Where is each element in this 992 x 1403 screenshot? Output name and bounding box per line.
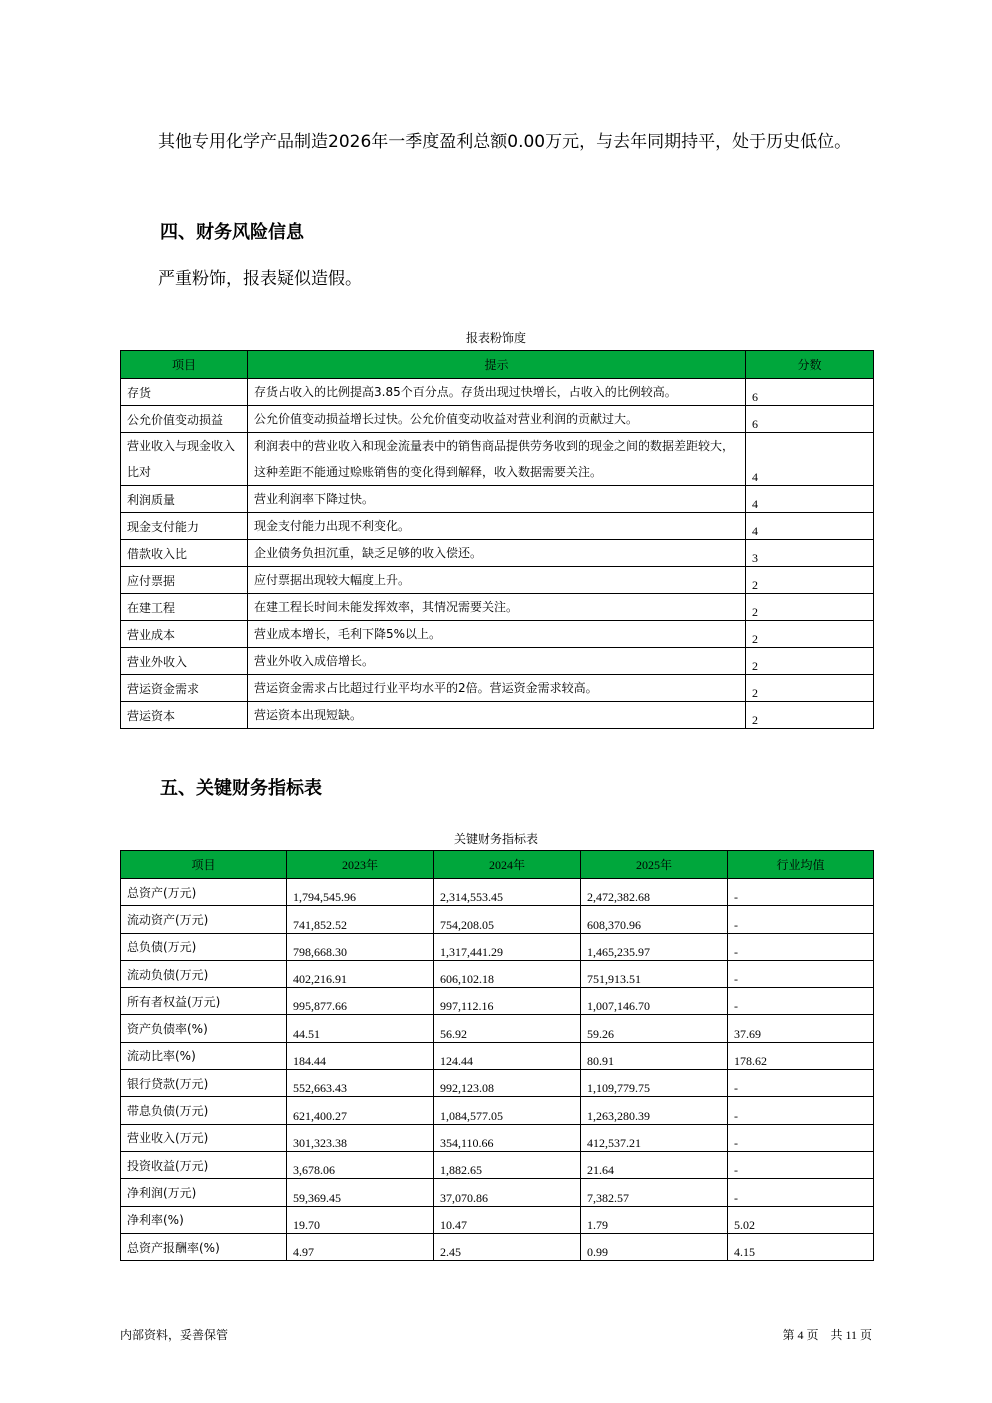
table-row	[121, 933, 874, 960]
kpi-2024-cell: 124.44	[434, 1042, 581, 1069]
column-header: 分数	[746, 351, 874, 379]
kpi-avg-cell: 178.62	[728, 1042, 874, 1069]
risk-hint-cell: 营运资金需求占比超过行业平均水平的2倍。营运资金需求较高。	[248, 675, 746, 702]
table-row	[121, 1151, 874, 1178]
risk-score-cell: 4	[746, 433, 874, 486]
kpi-avg-cell: -	[728, 906, 874, 933]
table-row	[121, 567, 874, 594]
risk-item-cell: 借款收入比	[121, 540, 248, 567]
kpi-2025-cell: 1.79	[581, 1206, 728, 1233]
column-header: 2024年	[434, 851, 581, 879]
kpi-item-cell: 银行贷款(万元)	[121, 1070, 287, 1097]
risk-item-cell: 现金支付能力	[121, 513, 248, 540]
kpi-2023-cell: 4.97	[287, 1233, 434, 1260]
risk-score-cell: 2	[746, 648, 874, 675]
kpi-item-cell: 投资收益(万元)	[121, 1151, 287, 1178]
risk-item-cell: 营业成本	[121, 621, 248, 648]
kpi-2024-cell: 1,317,441.29	[434, 933, 581, 960]
section5-heading: 五、关键财务指标表	[160, 778, 322, 799]
risk-score-cell: 6	[746, 406, 874, 433]
kpi-2023-cell: 798,668.30	[287, 933, 434, 960]
kpi-2025-cell: 0.99	[581, 1233, 728, 1260]
kpi-2025-cell: 412,537.21	[581, 1124, 728, 1151]
risk-score-cell: 2	[746, 621, 874, 648]
kpi-avg-cell: -	[728, 1097, 874, 1124]
kpi-2023-cell: 59,369.45	[287, 1179, 434, 1206]
kpi-2025-cell: 1,263,280.39	[581, 1097, 728, 1124]
kpi-item-cell: 带息负债(万元)	[121, 1097, 287, 1124]
kpi-2025-cell: 59.26	[581, 1015, 728, 1042]
kpi-table-caption: 关键财务指标表	[453, 832, 538, 846]
risk-item-cell: 存货	[121, 379, 248, 406]
table-row	[121, 486, 874, 513]
kpi-2023-cell: 184.44	[287, 1042, 434, 1069]
kpi-2023-cell: 301,323.38	[287, 1124, 434, 1151]
risk-table	[120, 350, 874, 729]
table-row	[121, 433, 874, 486]
kpi-item-cell: 总资产(万元)	[121, 879, 287, 906]
kpi-2025-cell: 80.91	[581, 1042, 728, 1069]
kpi-2024-cell: 10.47	[434, 1206, 581, 1233]
footer-confidential: 内部资料，妥善保管	[120, 1328, 229, 1342]
kpi-item-cell: 净利润(万元)	[121, 1179, 287, 1206]
kpi-item-cell: 资产负债率(%)	[121, 1015, 287, 1042]
kpi-2025-cell: 7,382.57	[581, 1179, 728, 1206]
risk-hint-cell: 存货占收入的比例提高3.85个百分点。存货出现过快增长，占收入的比例较高。	[248, 379, 746, 406]
risk-score-cell: 4	[746, 513, 874, 540]
kpi-2025-cell: 751,913.51	[581, 960, 728, 987]
kpi-table-header	[121, 851, 874, 879]
risk-score-cell: 2	[746, 567, 874, 594]
kpi-avg-cell: -	[728, 933, 874, 960]
kpi-table	[120, 850, 874, 1261]
kpi-2023-cell: 402,216.91	[287, 960, 434, 987]
kpi-2024-cell: 992,123.08	[434, 1070, 581, 1097]
column-header: 2023年	[287, 851, 434, 879]
risk-hint-cell: 营业成本增长，毛利下降5%以上。	[248, 621, 746, 648]
table-row	[121, 1015, 874, 1042]
kpi-2024-cell: 1,084,577.05	[434, 1097, 581, 1124]
table-row	[121, 906, 874, 933]
kpi-2025-cell: 21.64	[581, 1151, 728, 1178]
risk-score-cell: 3	[746, 540, 874, 567]
kpi-2024-cell: 1,882.65	[434, 1151, 581, 1178]
risk-item-cell: 营运资本	[121, 702, 248, 729]
kpi-2025-cell: 1,465,235.97	[581, 933, 728, 960]
risk-table-caption: 报表粉饰度	[465, 331, 526, 345]
column-header: 项目	[121, 851, 287, 879]
kpi-item-cell: 所有者权益(万元)	[121, 988, 287, 1015]
risk-table-header	[121, 351, 874, 379]
table-row	[121, 702, 874, 729]
kpi-2023-cell: 621,400.27	[287, 1097, 434, 1124]
risk-item-cell: 在建工程	[121, 594, 248, 621]
table-row	[121, 1179, 874, 1206]
risk-hint-cell: 利润表中的营业收入和现金流量表中的销售商品提供劳务收到的现金之间的数据差距较大，这种差距不能通过赊账销售的变化得到解释，收入数据需要关注。	[248, 433, 746, 486]
kpi-item-cell: 总资产报酬率(%)	[121, 1233, 287, 1260]
table-row	[121, 648, 874, 675]
table-row	[121, 879, 874, 906]
kpi-2023-cell: 1,794,545.96	[287, 879, 434, 906]
risk-item-cell: 营业收入与现金收入比对	[121, 433, 248, 486]
risk-hint-cell: 营业利润率下降过快。	[248, 486, 746, 513]
table-row	[121, 379, 874, 406]
risk-item-cell: 营业外收入	[121, 648, 248, 675]
table-row	[121, 621, 874, 648]
kpi-2023-cell: 3,678.06	[287, 1151, 434, 1178]
table-row	[121, 1070, 874, 1097]
risk-hint-cell: 在建工程长时间未能发挥效率，其情况需要关注。	[248, 594, 746, 621]
kpi-2024-cell: 37,070.86	[434, 1179, 581, 1206]
risk-item-cell: 公允价值变动损益	[121, 406, 248, 433]
kpi-avg-cell: -	[728, 879, 874, 906]
risk-score-cell: 2	[746, 675, 874, 702]
kpi-item-cell: 流动负债(万元)	[121, 960, 287, 987]
kpi-2024-cell: 56.92	[434, 1015, 581, 1042]
risk-hint-cell: 企业债务负担沉重，缺乏足够的收入偿还。	[248, 540, 746, 567]
kpi-avg-cell: 4.15	[728, 1233, 874, 1260]
kpi-item-cell: 营业收入(万元)	[121, 1124, 287, 1151]
kpi-item-cell: 净利率(%)	[121, 1206, 287, 1233]
kpi-2023-cell: 995,877.66	[287, 988, 434, 1015]
kpi-item-cell: 流动比率(%)	[121, 1042, 287, 1069]
kpi-avg-cell: -	[728, 988, 874, 1015]
section4-summary: 严重粉饰，报表疑似造假。	[158, 269, 362, 289]
column-header: 项目	[121, 351, 248, 379]
risk-score-cell: 2	[746, 594, 874, 621]
table-row	[121, 513, 874, 540]
kpi-2024-cell: 2.45	[434, 1233, 581, 1260]
table-row	[121, 960, 874, 987]
risk-item-cell: 营运资金需求	[121, 675, 248, 702]
kpi-2024-cell: 997,112.16	[434, 988, 581, 1015]
risk-hint-cell: 公允价值变动损益增长过快。公允价值变动收益对营业利润的贡献过大。	[248, 406, 746, 433]
risk-hint-cell: 营业外收入成倍增长。	[248, 648, 746, 675]
intro-paragraph: 其他专用化学产品制造2026年一季度盈利总额0.00万元，与去年同期持平，处于历史低位。	[158, 132, 852, 152]
kpi-2025-cell: 1,007,146.70	[581, 988, 728, 1015]
kpi-avg-cell: -	[728, 1151, 874, 1178]
risk-hint-cell: 应付票据出现较大幅度上升。	[248, 567, 746, 594]
kpi-avg-cell: -	[728, 1179, 874, 1206]
section4-heading: 四、财务风险信息	[160, 222, 304, 243]
kpi-2023-cell: 19.70	[287, 1206, 434, 1233]
column-header: 提示	[248, 351, 746, 379]
kpi-item-cell: 总负债(万元)	[121, 933, 287, 960]
table-row	[121, 1124, 874, 1151]
table-row	[121, 594, 874, 621]
kpi-2024-cell: 754,208.05	[434, 906, 581, 933]
column-header: 行业均值	[728, 851, 874, 879]
table-row	[121, 988, 874, 1015]
kpi-avg-cell: -	[728, 960, 874, 987]
kpi-2025-cell: 1,109,779.75	[581, 1070, 728, 1097]
risk-score-cell: 2	[746, 702, 874, 729]
table-row	[121, 1042, 874, 1069]
table-row	[121, 675, 874, 702]
kpi-avg-cell: -	[728, 1070, 874, 1097]
risk-item-cell: 利润质量	[121, 486, 248, 513]
kpi-2025-cell: 2,472,382.68	[581, 879, 728, 906]
risk-item-cell: 应付票据	[121, 567, 248, 594]
table-row	[121, 1233, 874, 1260]
kpi-2024-cell: 354,110.66	[434, 1124, 581, 1151]
kpi-avg-cell: 37.69	[728, 1015, 874, 1042]
kpi-2025-cell: 608,370.96	[581, 906, 728, 933]
risk-hint-cell: 营运资本出现短缺。	[248, 702, 746, 729]
risk-score-cell: 6	[746, 379, 874, 406]
risk-score-cell: 4	[746, 486, 874, 513]
kpi-2023-cell: 44.51	[287, 1015, 434, 1042]
kpi-2023-cell: 741,852.52	[287, 906, 434, 933]
kpi-avg-cell: 5.02	[728, 1206, 874, 1233]
column-header: 2025年	[581, 851, 728, 879]
kpi-2023-cell: 552,663.43	[287, 1070, 434, 1097]
footer-page-number: 第 4 页 共 11 页	[782, 1328, 872, 1342]
table-row	[121, 1206, 874, 1233]
table-row	[121, 406, 874, 433]
table-row	[121, 1097, 874, 1124]
kpi-2024-cell: 606,102.18	[434, 960, 581, 987]
kpi-avg-cell: -	[728, 1124, 874, 1151]
risk-hint-cell: 现金支付能力出现不利变化。	[248, 513, 746, 540]
kpi-item-cell: 流动资产(万元)	[121, 906, 287, 933]
table-row	[121, 540, 874, 567]
kpi-2024-cell: 2,314,553.45	[434, 879, 581, 906]
